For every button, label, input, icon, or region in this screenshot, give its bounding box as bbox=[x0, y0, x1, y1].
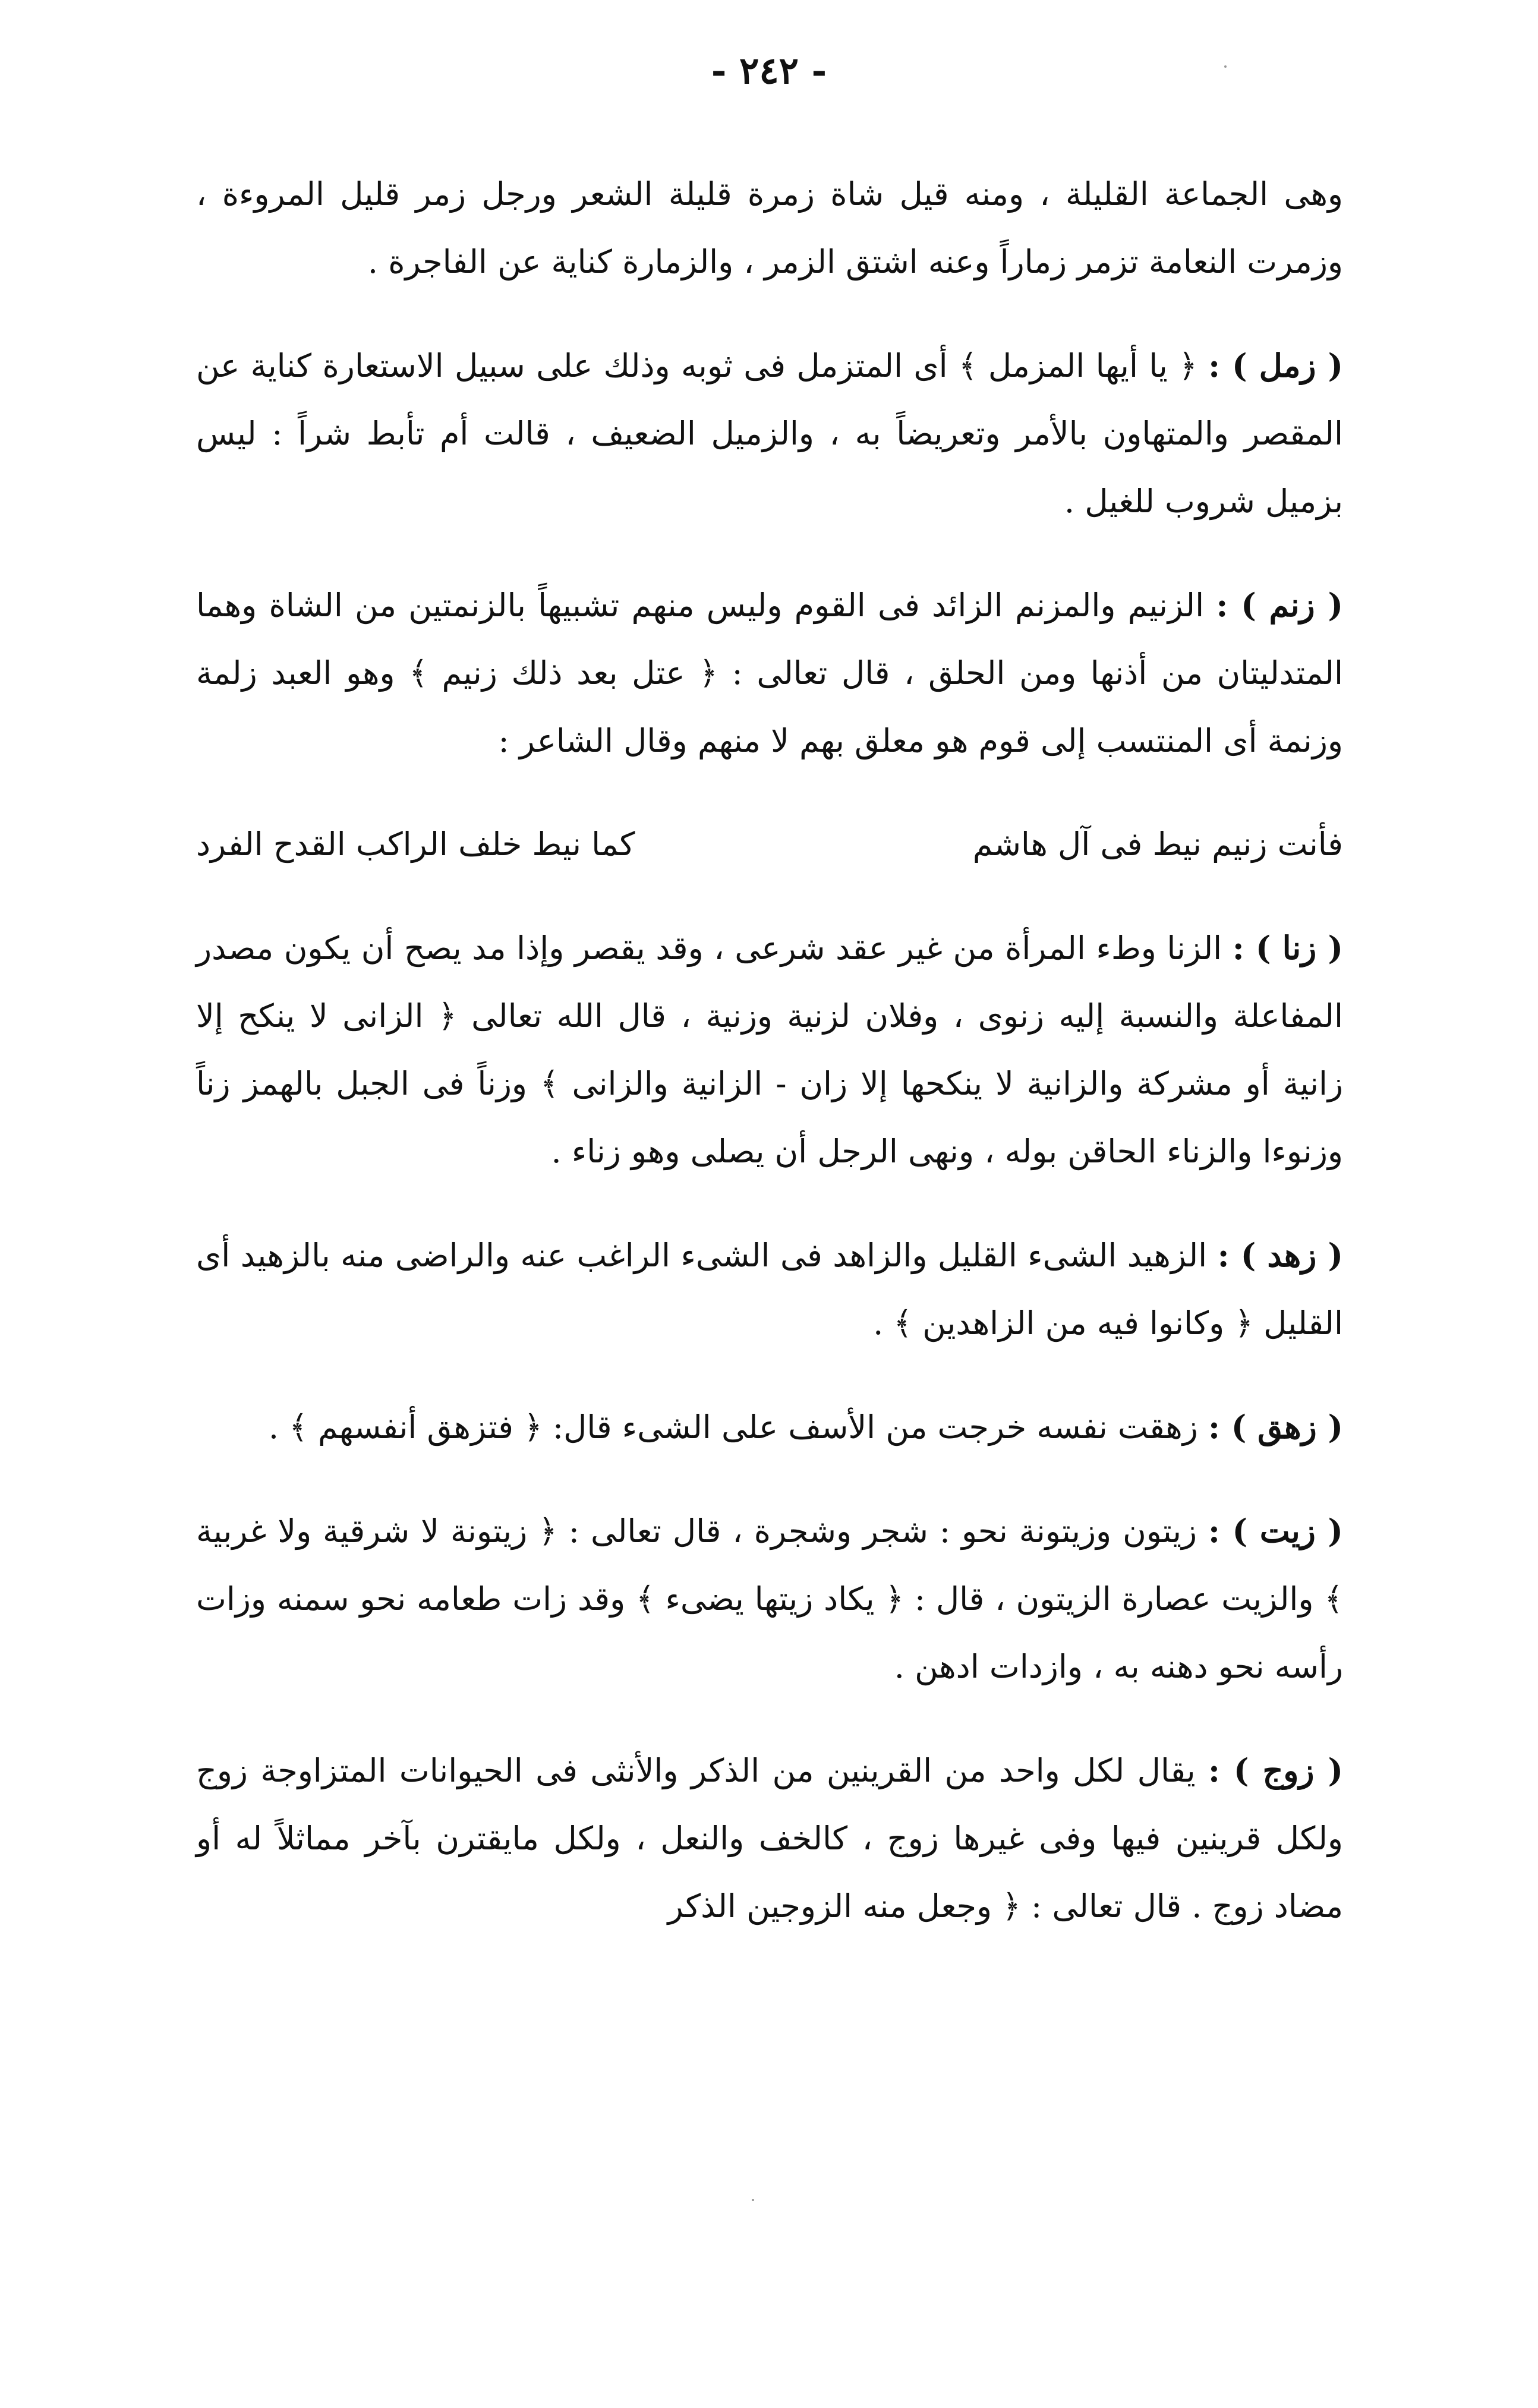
entry-root: ( زيت ) : bbox=[1208, 1512, 1343, 1550]
entry-text: ﴿ يا أيها المزمل ﴾ أى المتزمل فى ثوبه وذلك على سبيل الاستعارة كناية عن المقصر والمتهاون بالأمر وتعريضاً به ، والزميل الضعيف ، قالت أم تأبط شراً : ليس بزميل شروب للغيل . bbox=[196, 347, 1343, 520]
entry-zhd bbox=[196, 1221, 1343, 1357]
entry-text: وهى الجماعة القليلة ، ومنه قيل شاة زمرة قليلة الشعر ورجل زمر قليل المروءة ، وزمرت النعامة تزمر زماراً وعنه اشتق الزمر ، والزمارة كناية عن الفاجرة . bbox=[196, 175, 1343, 280]
entry-root: ( زنا ) : bbox=[1232, 929, 1343, 967]
entry-text: الزنيم والمزنم الزائد فى القوم وليس منهم تشبيهاً بالزنمتين من الشاة وهما المتدليتان من أذنها ومن الحلق ، قال تعالى : ﴿ عتل بعد ذلك زنيم ﴾ وهو العبد زلمة وزنمة أى المنتسب إلى قوم هو معلق بهم لا منهم وقال الشاعر : bbox=[196, 587, 1343, 759]
entry-text: يقال لكل واحد من القرينين من الذكر والأنثى فى الحيوانات المتزاوجة زوج ولكل قرينين فيها وفى غيرها زوج ، كالخف والنعل ، ولكل مايقترن بآخر مماثلاً له أو مضاد زوج . قال تعالى : ﴿ وجعل منه الزوجين الذكر bbox=[196, 1752, 1343, 1925]
entry-root: ( زنم ) : bbox=[1216, 586, 1343, 624]
entry-zmr-continuation bbox=[196, 160, 1343, 296]
poetry-verse bbox=[196, 811, 1343, 878]
entry-zwj bbox=[196, 1736, 1343, 1940]
entry-zna bbox=[196, 914, 1343, 1186]
entry-text: زهقت نفسه خرجت من الأسف على الشىء قال: ﴿ فتزهق أنفسهم ﴾ . bbox=[268, 1408, 1208, 1446]
entry-zhq bbox=[196, 1393, 1343, 1461]
entry-root: ( زهق ) : bbox=[1208, 1408, 1343, 1446]
entry-text: زيتون وزيتونة نحو : شجر وشجرة ، قال تعالى : ﴿ زيتونة لا شرقية ولا غربية ﴾ والزيت عصارة الزيتون ، قال : ﴿ يكاد زيتها يضىء ﴾ وقد زات طعامه نحو سمنه وزات رأسه نحو دهنه به ، وازدات ادهن . bbox=[196, 1512, 1343, 1685]
entry-zyt bbox=[196, 1497, 1343, 1701]
entry-text: الزهيد الشىء القليل والزاهد فى الشىء الراغب عنه والراضى منه بالزهيد أى القليل ﴿ وكانوا فيه من الزاهدين ﴾ . bbox=[196, 1237, 1343, 1342]
entry-zml bbox=[196, 332, 1343, 535]
entry-text: الزنا وطء المرأة من غير عقد شرعى ، وقد يقصر وإذا مد يصح أن يكون مصدر المفاعلة والنسبة إليه زنوى ، وفلان لزنية وزنية ، قال الله تعالى ﴿ الزانى لا ينكح إلا زانية أو مشركة والزانية لا ينكحها إلا زان - الزانية والزانى ﴾ وزناً فى الجبل بالهمز زناً وزنوءا والزناء الحاقن بوله ، ونهى الرجل أن يصلى وهو زناء . bbox=[196, 929, 1343, 1170]
entry-root: ( زهد ) : bbox=[1217, 1236, 1343, 1274]
entry-root: ( زوج ) : bbox=[1208, 1751, 1343, 1789]
verse-second-hemistich: كما نيط خلف الراكب القدح الفرد bbox=[196, 825, 635, 863]
verse-first-hemistich: فأنت زنيم نيط فى آل هاشم bbox=[972, 825, 1343, 863]
entry-root: ( زمل ) : bbox=[1208, 346, 1343, 384]
scan-speck bbox=[752, 2199, 754, 2201]
dictionary-body bbox=[196, 160, 1343, 1976]
scan-speck bbox=[1224, 65, 1227, 68]
page-number: - ٢٤٢ - bbox=[711, 49, 827, 92]
entry-znm bbox=[196, 571, 1343, 775]
